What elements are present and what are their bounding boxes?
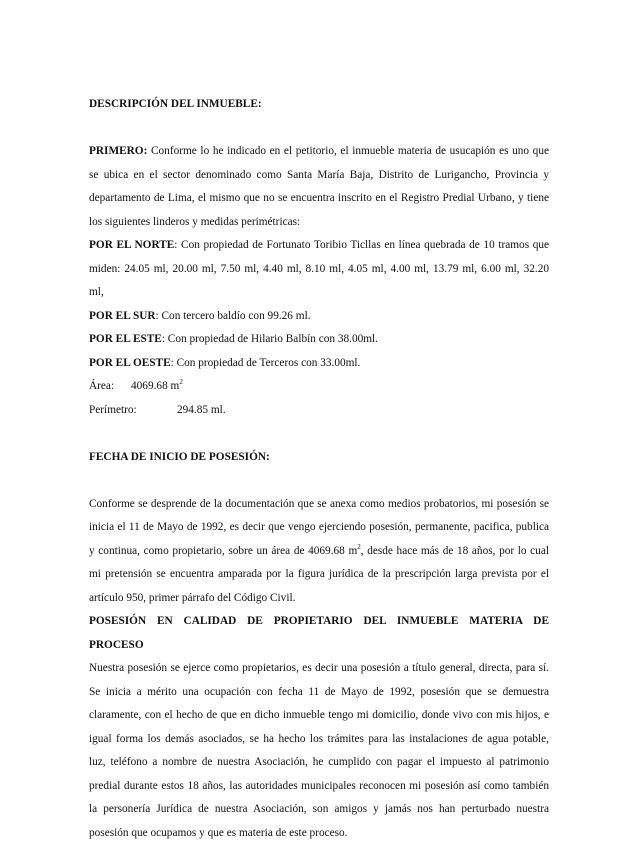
posesion-line-1: Nuestra posesión se ejerce como propietarios, es decir una posesión a título general, directa, para sí. bbox=[89, 657, 549, 681]
norte-line-3: ml, bbox=[89, 281, 549, 305]
posesion-line-6: predial durante estos 18 años, las autoridades municipales reconocen mi posesión así como también bbox=[89, 775, 549, 799]
perimetro-value: 294.85 ml. bbox=[177, 404, 226, 416]
area-value: 4069.68 m bbox=[131, 380, 179, 392]
fecha-superscript: 2 bbox=[357, 543, 361, 551]
area-line bbox=[89, 375, 549, 399]
posesion-line-4: igual forma los demás asociados, se ha hecho los trámites para las instalaciones de agua potable, bbox=[89, 728, 549, 752]
primero-line-3: departamento de Lima, el mismo que no se encuentra inscrito en el Registro Predial Urbano, y tiene bbox=[89, 187, 549, 211]
fecha-line-1: Conforme se desprende de la documentación que se anexa como medios probatorios, mi posesión se bbox=[89, 493, 549, 517]
sur-line bbox=[89, 305, 549, 329]
primero-text-1: Conforme lo he indicado en el petitorio, el inmueble materia de usucapión es uno que bbox=[147, 145, 549, 157]
posesion-line-2: Se inicia a mérito una ocupación con fecha 11 de Mayo de 1992, posesión que se demuestra bbox=[89, 681, 549, 705]
posesion-line-5: luz, teléfono a nombre de nuestra Asociación, he cumplido con pagar el impuesto al patrimonio bbox=[89, 751, 549, 775]
posesion-line-3: claramente, con el hecho de que en dicho inmueble tengo mi domicilio, donde vivo con mis hijos, e bbox=[89, 704, 549, 728]
area-label: Área: bbox=[89, 375, 131, 399]
norte-line-1 bbox=[89, 234, 549, 258]
oeste-label: POR EL OESTE bbox=[89, 357, 171, 369]
area-superscript: 2 bbox=[179, 378, 183, 386]
posesion-line-8: posesión que ocupamos y que es materia de este proceso. bbox=[89, 822, 549, 845]
section-heading-posesion-1: POSESIÓN EN CALIDAD DE PROPIETARIO DEL INMUEBLE MATERIA DE bbox=[89, 610, 549, 634]
section-heading-fecha: FECHA DE INICIO DE POSESIÓN: bbox=[89, 446, 549, 470]
norte-line-2: miden: 24.05 ml, 20.00 ml, 7.50 ml, 4.40 ml, 8.10 ml, 4.05 ml, 4.00 ml, 13.79 ml, 6.00 ml, 32.20 bbox=[89, 258, 549, 282]
perimetro-label: Perímetro: bbox=[89, 399, 177, 423]
fecha-line-4: mi pretensión se encuentra amparada por la figura jurídica de la prescripción larga prevista por el bbox=[89, 563, 549, 587]
perimetro-line bbox=[89, 399, 549, 423]
oeste-text: : Con propiedad de Terceros con 33.00ml. bbox=[171, 357, 361, 369]
fecha-line-3 bbox=[89, 540, 549, 564]
section-heading-descripcion: DESCRIPCIÓN DEL INMUEBLE: bbox=[89, 93, 549, 117]
oeste-line bbox=[89, 352, 549, 376]
sur-text: : Con tercero baldío con 99.26 ml. bbox=[156, 310, 311, 322]
fecha-text-3b: , desde hace más de 18 años, por lo cual bbox=[361, 545, 549, 557]
sur-label: POR EL SUR bbox=[89, 310, 156, 322]
norte-text-1: : Con propiedad de Fortunato Toribio Ticllas en línea quebrada de 10 tramos que bbox=[174, 239, 549, 251]
fecha-line-5: artículo 950, primer párrafo del Código Civil. bbox=[89, 587, 549, 611]
posesion-line-7: la personería Jurídica de nuestra Asociación, son amigos y jamás nos han perturbado nuestra bbox=[89, 798, 549, 822]
section-heading-posesion-2: PROCESO bbox=[89, 634, 549, 658]
este-line bbox=[89, 328, 549, 352]
primero-label: PRIMERO: bbox=[89, 145, 147, 157]
este-label: POR EL ESTE bbox=[89, 333, 162, 345]
fecha-text-3a: y continua, como propietario, sobre un área de 4069.68 m bbox=[89, 545, 357, 557]
fecha-line-2: inicia el 11 de Mayo de 1992, es decir que vengo ejerciendo posesión, permanente, pacifica, publica bbox=[89, 516, 549, 540]
norte-label: POR EL NORTE bbox=[89, 239, 174, 251]
primero-line-2: se ubica en el sector denominado como Santa María Baja, Distrito de Lurigancho, Provincia y bbox=[89, 164, 549, 188]
document-body bbox=[89, 93, 549, 845]
primero-line-1 bbox=[89, 140, 549, 164]
este-text: : Con propiedad de Hilario Balbín con 38.00ml. bbox=[162, 333, 378, 345]
primero-line-4: los siguientes linderos y medidas perimétricas: bbox=[89, 211, 549, 235]
